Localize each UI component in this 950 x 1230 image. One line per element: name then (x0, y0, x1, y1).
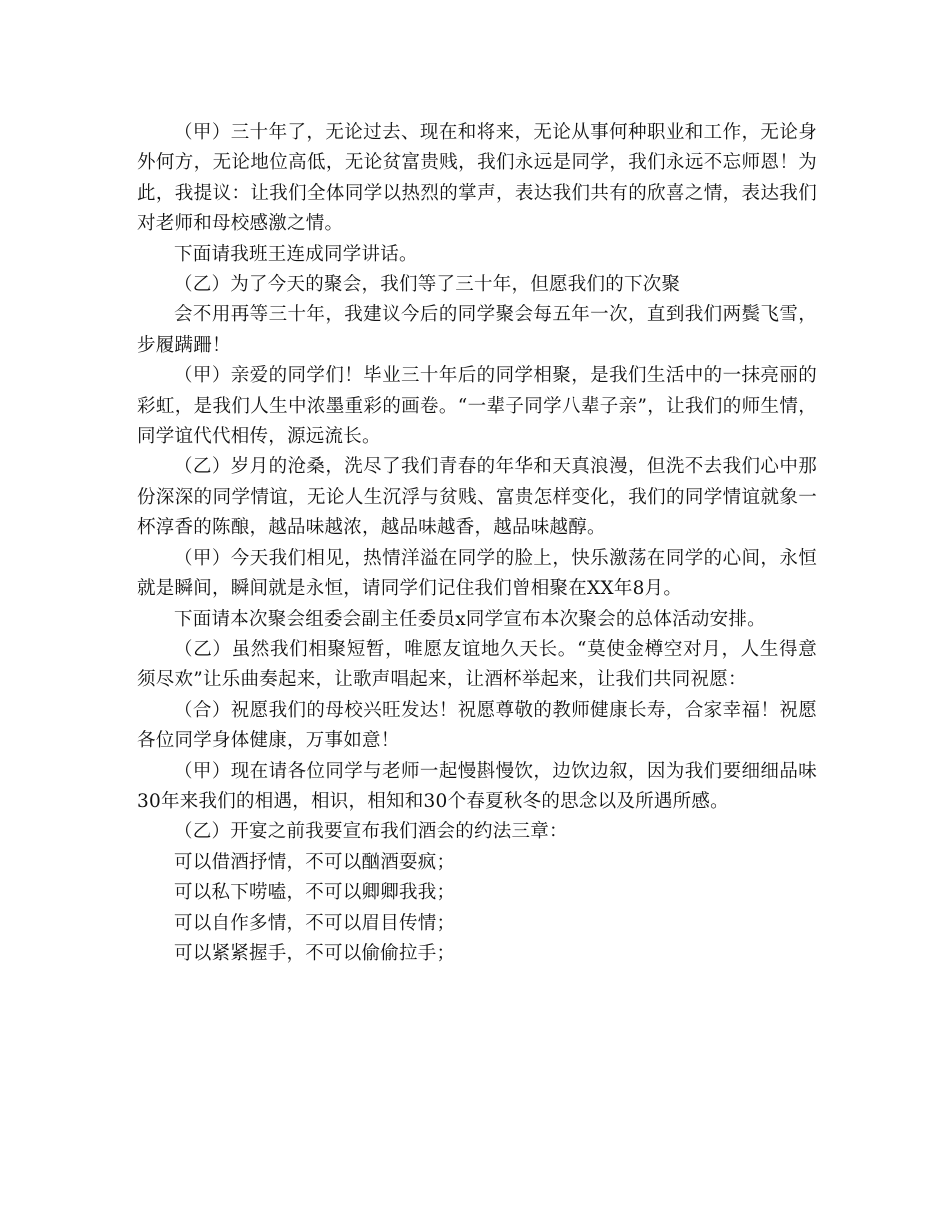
paragraph: （合）祝愿我们的母校兴旺发达！祝愿尊敬的教师健康长寿，合家幸福！祝愿各位同学身体健康，万事如意！ (137, 699, 817, 752)
paragraph: 可以借酒抒情，不可以酗酒耍疯； (174, 851, 456, 873)
paragraph: 下面请本次聚会组委会副主任委员x同学宣布本次聚会的总体活动安排。 (174, 608, 766, 630)
paragraph: （甲）亲爱的同学们！毕业三十年后的同学相聚，是我们生活中的一抹亮丽的彩虹，是我们人生中浓墨重彩的画卷。“一辈子同学八辈子亲”，让我们的师生情，同学谊代代相传，源远流长。 (137, 365, 817, 448)
paragraph: （乙）开宴之前我要宣布我们酒会的约法三章： (174, 821, 568, 843)
document-body (137, 118, 817, 969)
paragraph: （乙）岁月的沧桑，洗尽了我们青春的年华和天真浪漫，但洗不去我们心中那份深深的同学情谊，无论人生沉浮与贫贱、富贵怎样变化，我们的同学情谊就象一杯淳香的陈酿，越品味越浓，越品味越香，越品味越醇。 (137, 456, 817, 539)
paragraph: 可以私下唠嗑，不可以卿卿我我； (174, 882, 456, 904)
paragraph: （甲）现在请各位同学与老师一起慢斟慢饮，边饮边叙，因为我们要细细品味30年来我们的相遇，相识，相知和30个春夏秋冬的思念以及所遇所感。 (137, 760, 817, 812)
paragraph: 下面请我班王连成同学讲话。 (174, 243, 418, 265)
paragraph: 可以紧紧握手，不可以偷偷拉手； (174, 942, 456, 964)
paragraph: （甲）三十年了，无论过去、现在和将来，无论从事何种职业和工作，无论身外何方，无论地位高低，无论贫富贵贱，我们永远是同学，我们永远不忘师恩！为此，我提议：让我们全体同学以热烈的掌声，表达我们共有的欣喜之情，表达我们对老师和母校感激之情。 (137, 122, 817, 235)
paragraph: （乙）为了今天的聚会，我们等了三十年，但愿我们的下次聚 (174, 274, 681, 296)
paragraph: 可以自作多情，不可以眉目传情； (174, 912, 456, 934)
paragraph: 会不用再等三十年，我建议今后的同学聚会每五年一次，直到我们两鬓飞雪，步履蹒跚！ (137, 304, 817, 356)
paragraph: （乙）虽然我们相聚短暂，唯愿友谊地久天长。“莫使金樽空对月，人生得意须尽欢”让乐曲奏起来，让歌声唱起来，让酒杯举起来，让我们共同祝愿： (137, 638, 817, 691)
paragraph: （甲）今天我们相见，热情洋溢在同学的脸上，快乐激荡在同学的心间，永恒就是瞬间，瞬间就是永恒，请同学们记住我们曾相聚在XX年8月。 (137, 547, 817, 600)
